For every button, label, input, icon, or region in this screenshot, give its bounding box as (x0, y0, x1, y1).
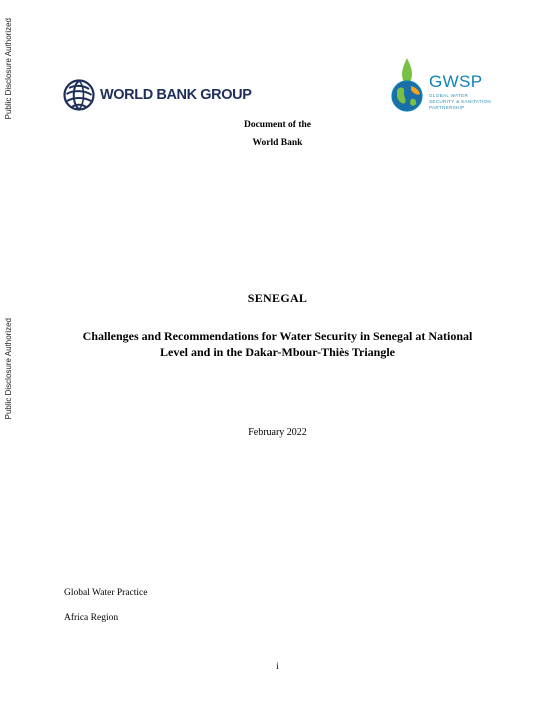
gwsp-subtitle-line: GLOBAL WATER (429, 93, 469, 98)
gwsp-subtitle (429, 93, 509, 111)
disclosure-label-top: Public Disclosure Authorized (4, 18, 13, 120)
globe-icon (63, 79, 95, 111)
report-date: February 2022 (248, 427, 307, 438)
report-title-line-1: Challenges and Recommendations for Water Security in Senegal at National (82, 329, 473, 343)
page-number: i (276, 662, 279, 672)
gwsp-subtitle-line: SECURITY & SANITATION (429, 99, 491, 104)
world-bank-line: World Bank (252, 138, 303, 148)
region-label: Africa Region (64, 613, 119, 623)
world-bank-group-logo (63, 79, 251, 111)
water-drop-globe-icon (389, 56, 425, 114)
document-of-line: Document of the (243, 120, 311, 130)
report-title-line-2: Level and in the Dakar-Mbour-Thiès Triangle (159, 345, 395, 359)
world-bank-group-wordmark: WORLD BANK GROUP (100, 87, 252, 103)
country-heading: SENEGAL (247, 291, 308, 305)
gwsp-logo (389, 56, 509, 114)
disclosure-label-middle: Public Disclosure Authorized (4, 318, 13, 420)
report-title (0, 328, 555, 360)
gwsp-subtitle-line: PARTNERSHIP (429, 105, 465, 110)
gwsp-wordmark: GWSP (429, 72, 483, 91)
practice-label: Global Water Practice (64, 588, 148, 598)
